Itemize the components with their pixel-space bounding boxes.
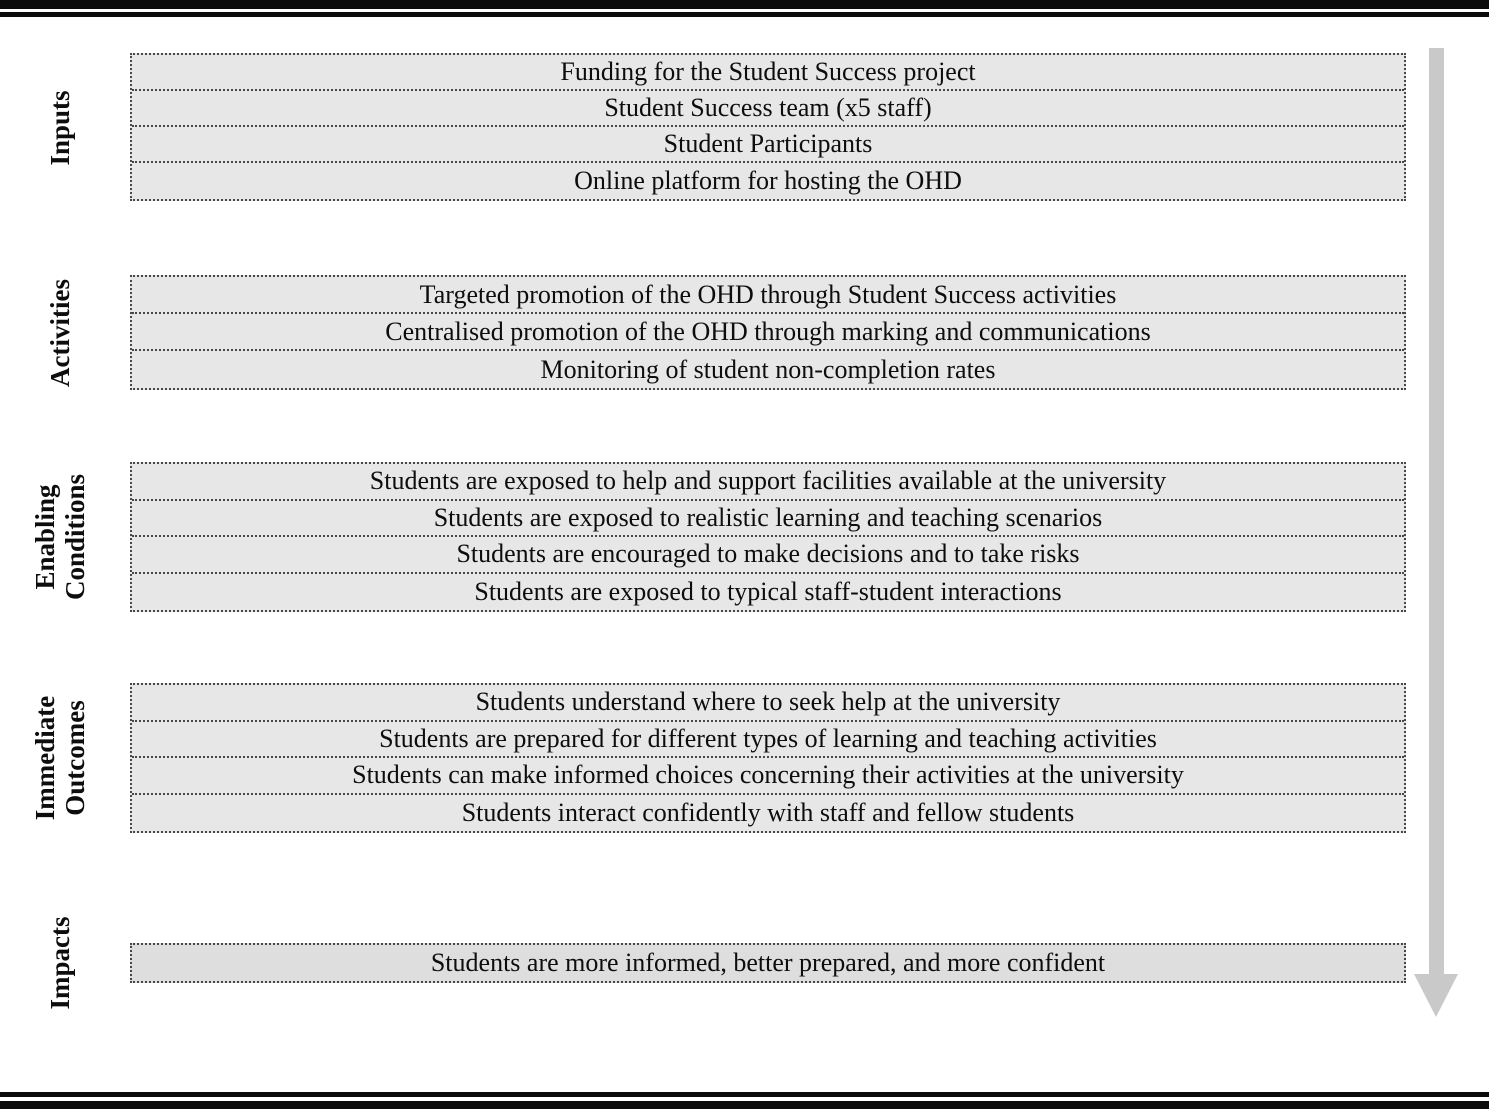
section-label-immediate-outcomes bbox=[30, 696, 90, 820]
input-row: Student Success team (x5 staff) bbox=[132, 91, 1404, 127]
enabling-condition-row: Students are exposed to help and support facilities available at the university bbox=[132, 464, 1404, 501]
bottom-rule-thick bbox=[0, 1101, 1489, 1109]
immediate-outcome-row: Students understand where to seek help at the university bbox=[132, 685, 1404, 722]
bottom-rule-thin bbox=[0, 1092, 1489, 1097]
input-row: Online platform for hosting the OHD bbox=[132, 163, 1404, 199]
input-row: Student Participants bbox=[132, 127, 1404, 163]
activity-row: Monitoring of student non-completion rates bbox=[132, 351, 1404, 388]
section-label-line: Outcomes bbox=[60, 700, 90, 816]
activity-row: Targeted promotion of the OHD through Student Success activities bbox=[132, 277, 1404, 314]
enabling-condition-row: Students are exposed to realistic learning and teaching scenarios bbox=[132, 501, 1404, 538]
immediate-outcome-row: Students can make informed choices concerning their activities at the university bbox=[132, 758, 1404, 795]
section-label-enabling-conditions bbox=[30, 474, 90, 600]
top-rule-thick bbox=[0, 0, 1489, 9]
section-label-line: Impacts bbox=[44, 916, 75, 1010]
group-immediate-outcomes bbox=[130, 683, 1406, 833]
enabling-condition-row: Students are encouraged to make decisions and to take risks bbox=[132, 537, 1404, 574]
section-label-line: Activities bbox=[44, 279, 75, 387]
group-enabling-conditions bbox=[130, 462, 1406, 612]
section-label-line: Enabling bbox=[29, 484, 60, 590]
section-label-inputs bbox=[45, 90, 75, 165]
group-activities bbox=[130, 275, 1406, 390]
group-impacts bbox=[130, 943, 1406, 983]
flow-arrow-shaft bbox=[1429, 48, 1444, 975]
section-label-line: Inputs bbox=[44, 90, 75, 166]
enabling-condition-row: Students are exposed to typical staff-student interactions bbox=[132, 574, 1404, 611]
immediate-outcome-row: Students are prepared for different types of learning and teaching activities bbox=[132, 722, 1404, 759]
section-label-line: Conditions bbox=[60, 473, 90, 601]
activity-row: Centralised promotion of the OHD through marking and communications bbox=[132, 314, 1404, 351]
input-row: Funding for the Student Success project bbox=[132, 55, 1404, 91]
impact-row: Students are more informed, better prepared, and more confident bbox=[132, 945, 1404, 981]
section-label-activities bbox=[45, 279, 75, 387]
section-label-impacts bbox=[45, 917, 75, 1010]
section-label-line: Immediate bbox=[29, 695, 60, 821]
top-rule-thin bbox=[0, 12, 1489, 17]
group-inputs bbox=[130, 53, 1406, 201]
down-arrow-icon bbox=[1414, 974, 1458, 1017]
immediate-outcome-row: Students interact confidently with staff and fellow students bbox=[132, 795, 1404, 832]
